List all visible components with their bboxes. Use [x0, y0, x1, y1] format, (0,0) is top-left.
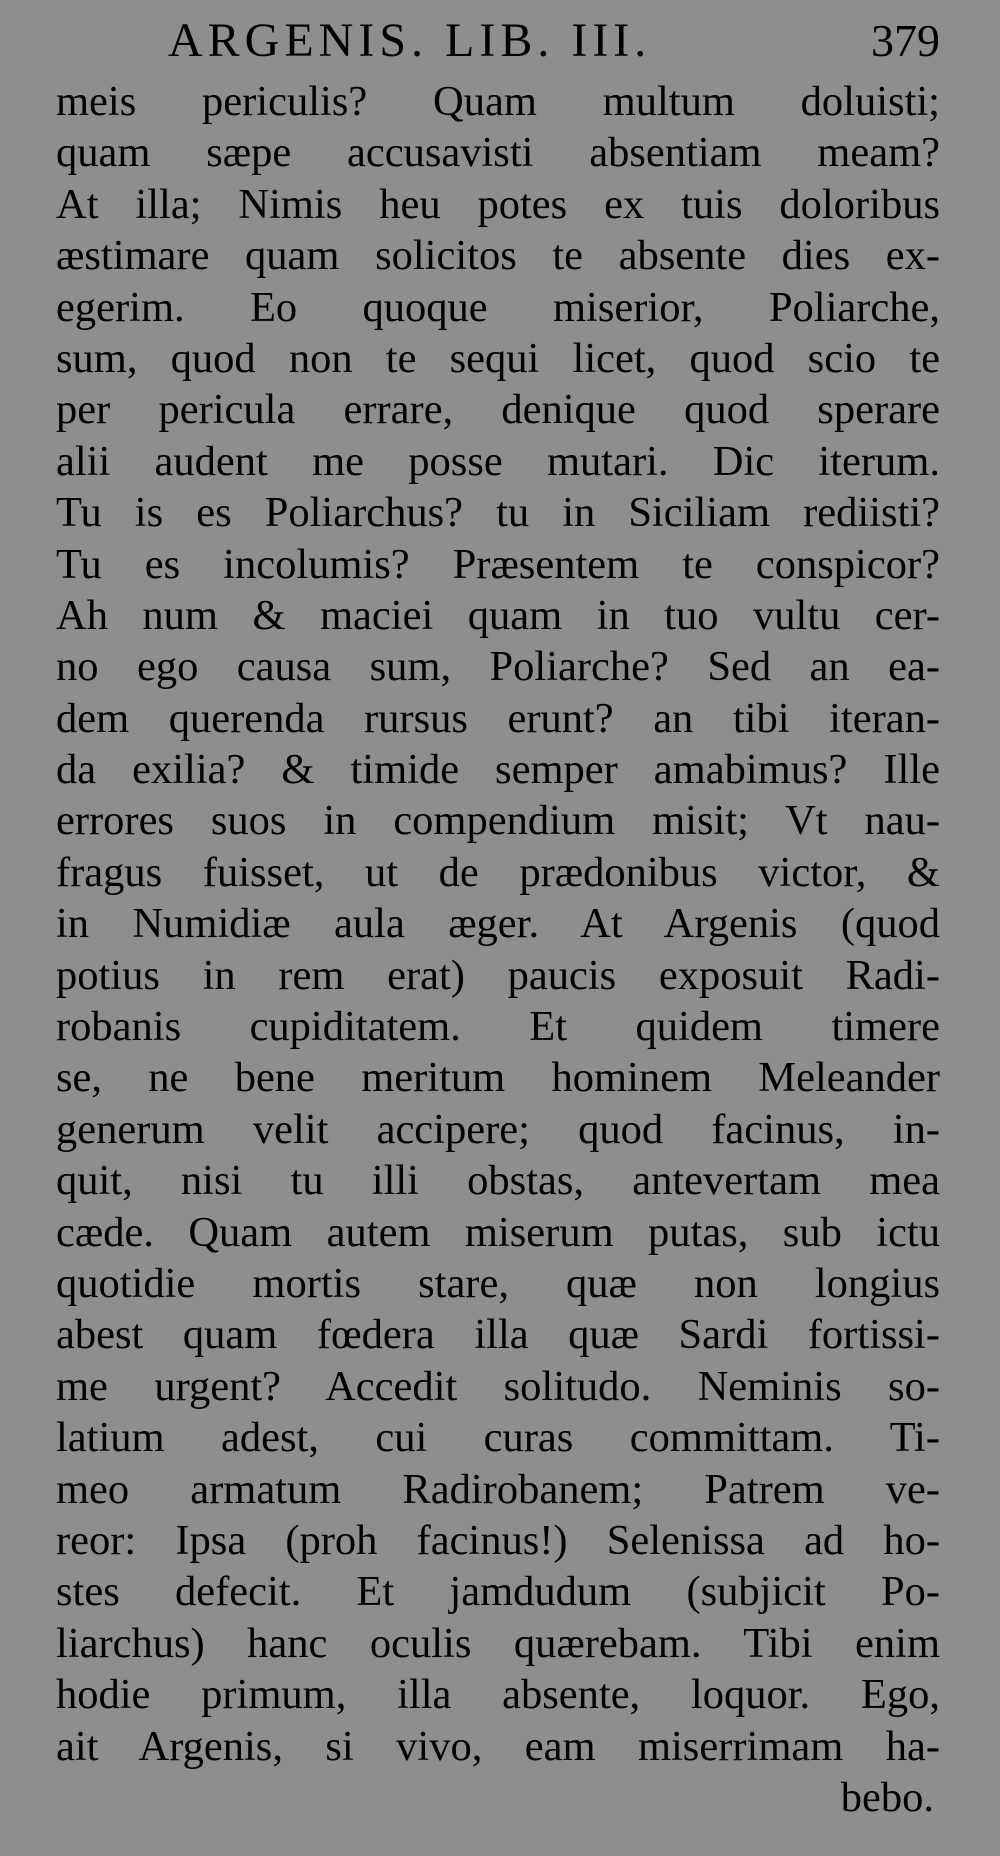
text-line: latium adest, cui curas committam. Ti- [56, 1414, 940, 1462]
body-text [56, 76, 940, 1823]
text-line: At illa; Nimis heu potes ex tuis doloribus [56, 180, 940, 228]
text-line: da exilia? & timide semper amabimus? Ille [56, 746, 940, 794]
text-line: ait Argenis, si vivo, eam miserrimam ha- [56, 1722, 940, 1770]
text-line: liarchus) hanc oculis quærebam. Tibi enim [56, 1619, 940, 1667]
text-line: alii audent me posse mutari. Dic iterum. [56, 437, 940, 485]
text-line: Tu es incolumis? Præsentem te conspicor? [56, 540, 940, 588]
text-line: cæde. Quam autem miserum putas, sub ictu [56, 1208, 940, 1256]
running-head [60, 10, 940, 72]
text-line: me urgent? Accedit solitudo. Neminis so- [56, 1362, 940, 1410]
text-line: per pericula errare, denique quod sperare [56, 386, 940, 434]
text-line: egerim. Eo quoque miserior, Poliarche, [56, 283, 940, 331]
text-line: generum velit accipere; quod facinus, in- [56, 1105, 940, 1153]
text-line: no ego causa sum, Poliarche? Sed an ea- [56, 643, 940, 691]
text-line: quit, nisi tu illi obstas, antevertam mea [56, 1157, 940, 1205]
text-line: in Numidiæ aula æger. At Argenis (quod [56, 900, 940, 948]
text-line: sum, quod non te sequi licet, quod scio te [56, 334, 940, 382]
text-line: meo armatum Radirobanem; Patrem ve- [56, 1465, 940, 1513]
text-line: stes defecit. Et jamdudum (subjicit Po- [56, 1568, 940, 1616]
text-line: hodie primum, illa absente, loquor. Ego, [56, 1671, 940, 1719]
text-line: quam sæpe accusavisti absentiam meam? [56, 129, 940, 177]
text-line: meis periculis? Quam multum doluisti; [56, 78, 940, 125]
text-line: robanis cupiditatem. Et quidem timere [56, 1003, 940, 1051]
text-line-final: bebo. [840, 1773, 934, 1821]
running-title: ARGENIS. LIB. III. [168, 14, 652, 67]
text-line: Ah num & maciei quam in tuo vultu cer- [56, 591, 940, 639]
text-line: æstimare quam solicitos te absente dies ex- [56, 232, 940, 280]
text-line: dem querenda rursus erunt? an tibi iteran- [56, 694, 940, 742]
text-line: potius in rem erat) paucis exposuit Radi- [56, 951, 940, 999]
text-line: fragus fuisset, ut de prædonibus victor, & [56, 848, 940, 896]
text-line: Tu is es Poliarchus? tu in Siciliam rediisti? [56, 489, 940, 537]
page-number: 379 [871, 15, 940, 66]
text-line: se, ne bene meritum hominem Meleander [56, 1054, 940, 1102]
text-line: abest quam fœdera illa quæ Sardi fortissi- [56, 1311, 940, 1359]
text-line: errores suos in compendium misit; Vt nau- [56, 797, 940, 845]
text-line: quotidie mortis stare, quæ non longius [56, 1259, 940, 1307]
text-line: reor: Ipsa (proh facinus!) Selenissa ad ho- [56, 1516, 940, 1564]
